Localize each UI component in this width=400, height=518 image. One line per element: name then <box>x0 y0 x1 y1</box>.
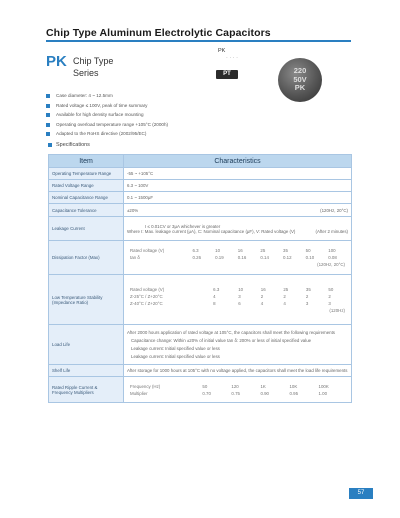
subtable-cell: 0.95 <box>289 390 299 396</box>
capacitor-marking-line3: PK <box>294 83 306 92</box>
bullet-square-icon <box>48 143 52 147</box>
subtable-cell: 35 <box>305 286 311 292</box>
bullet-square-icon <box>46 123 50 127</box>
row-label: Rated Voltage Range <box>49 180 124 192</box>
row-value <box>124 241 352 275</box>
row-value <box>124 217 352 241</box>
series-name <box>73 55 113 79</box>
table-row <box>49 180 352 192</box>
subtable-cell: 6.3 <box>213 286 220 292</box>
ripple-subtable <box>127 383 348 397</box>
series-label-small <box>218 48 238 62</box>
table-header-row <box>49 155 352 168</box>
dissipation-subtable <box>127 247 348 268</box>
bullet-square-icon <box>46 132 50 136</box>
subtable-cell: 35 <box>283 248 288 253</box>
table-row <box>49 204 352 217</box>
load-life-line: Capacitance change: Within ±20% of initial value tan δ: 200% or less of initial specified value <box>131 337 312 343</box>
tolerance-note: (120Hz, 20°C) <box>320 207 348 213</box>
feature-text: Case diameter: 4 ~ 12.5mm <box>56 93 113 98</box>
specifications-table <box>48 154 352 403</box>
capacitor-marking-line2: 50V <box>293 74 307 84</box>
bullet-square-icon <box>46 113 50 117</box>
subtable-row <box>127 390 348 397</box>
feature-text: Rated voltage ≤ 100V, peak of time summary <box>56 102 148 108</box>
table-row <box>49 365 352 377</box>
row-label: Nominal Capacitance Range <box>49 192 124 204</box>
subtable-cell: 16 <box>237 248 243 253</box>
subtable-cell: 4 <box>260 300 264 306</box>
subtable-row <box>127 383 348 390</box>
table-row <box>49 325 352 365</box>
series-code: PK <box>46 53 67 70</box>
series-name-line1: Chip Type <box>73 56 114 66</box>
low-temp-subtable <box>127 286 348 314</box>
subtable-cell: 120 <box>231 383 239 389</box>
capacitor-marking <box>278 67 322 93</box>
subtable-cell: 50 <box>305 248 311 253</box>
page-title: Chip Type Aluminum Electrolytic Capacitors <box>46 27 271 39</box>
table-row <box>49 217 352 241</box>
subtable-cell: Z-25°C / Z+20°C <box>130 293 163 299</box>
tolerance-value: ±20% <box>127 207 139 213</box>
subtable-cell: 0.75 <box>231 390 240 396</box>
subtable-row <box>127 261 348 268</box>
subtable-cell: 0.10 <box>305 255 315 260</box>
row-value <box>124 275 352 325</box>
row-label: Load Life <box>49 325 124 365</box>
row-label-line2: (Impedance Ratio) <box>52 299 89 305</box>
subtable-cell: 0.14 <box>260 255 269 260</box>
leakage-definition-text: Where I: Max. leakage current (μA), C: Nominal capacitance (μF), V: Rated voltage (V) <box>127 228 296 234</box>
load-life-line: Leakage current: Initial specified value or less <box>131 345 220 351</box>
row-label: Capacitance Tolerance <box>49 204 124 217</box>
specifications-heading-text: Specifications <box>56 142 90 148</box>
feature-item <box>46 91 168 101</box>
row-label: Operating Temperature Range <box>49 168 124 180</box>
subtable-cell: 3 <box>238 293 241 299</box>
subtable-cell: 0.19 <box>215 255 224 260</box>
subtable-cell: 6.3 <box>192 248 199 253</box>
subtable-cell: 2 <box>283 293 286 299</box>
table-row <box>49 377 352 403</box>
leakage-definition <box>127 229 348 234</box>
specifications-heading <box>48 142 90 148</box>
subtable-cell: 1.00 <box>318 390 328 396</box>
subtable-cell: Rated voltage (V) <box>130 248 165 253</box>
header-item: Item <box>49 155 124 168</box>
subtable-cell: 4 <box>213 293 216 299</box>
subtable-cell: tan δ <box>130 255 140 260</box>
bullet-square-icon <box>46 94 50 98</box>
feature-text: Adapted to the RoHS directive (2002/95/EC) <box>56 131 147 137</box>
table-row <box>49 192 352 204</box>
feature-text: Available for high density surface mounting <box>56 112 144 118</box>
subtable-cell: 10 <box>215 248 221 253</box>
low-temp-note: (120Hz) <box>329 307 345 313</box>
row-value: 6.3 ~ 100V <box>124 180 352 192</box>
subtable-cell: 6 <box>238 300 241 306</box>
row-label: Dissipation Factor (Max) <box>49 241 124 275</box>
bullet-square-icon <box>46 104 50 108</box>
series-name-line2: Series <box>73 68 99 78</box>
row-value <box>124 325 352 365</box>
leakage-note: (After 2 minutes) <box>315 228 348 234</box>
feature-list <box>46 91 168 139</box>
header-characteristics: Characteristics <box>124 155 352 168</box>
subtable-row <box>127 300 348 307</box>
series-label-text: PK <box>218 48 226 54</box>
subtable-cell: 2 <box>305 293 309 299</box>
table-row <box>49 168 352 180</box>
subtable-cell: Frequency (Hz) <box>130 383 161 389</box>
leakage-formula: I ≤ 0.01CV or 3μA whichever is greater <box>145 223 221 229</box>
subtable-cell: 0.70 <box>202 390 211 396</box>
subtable-cell: 4 <box>283 300 286 306</box>
subtable-cell: 0.16 <box>237 255 247 260</box>
subtable-cell: 100 <box>328 248 336 253</box>
subtable-cell: 0.12 <box>283 255 292 260</box>
subtable-cell: Multiplier <box>130 390 148 396</box>
row-label: Leakage Current <box>49 217 124 241</box>
row-label: Shelf Life <box>49 365 124 377</box>
capacitor-image <box>278 58 322 102</box>
row-label <box>49 275 124 325</box>
subtable-cell: 50 <box>328 286 334 292</box>
title-divider <box>46 40 351 42</box>
subtable-cell: 10 <box>238 286 244 292</box>
row-value <box>124 377 352 403</box>
subtable-cell: 100K <box>318 383 329 389</box>
pt-badge: PT <box>216 70 238 79</box>
page-number: 57 <box>349 488 373 499</box>
feature-item <box>46 101 168 111</box>
subtable-cell: 25 <box>260 248 266 253</box>
row-label-line1: Low Temperature Stability <box>52 294 103 300</box>
subtable-row <box>127 254 348 261</box>
subtable-row <box>127 247 348 254</box>
subtable-cell: 16 <box>260 286 266 292</box>
series-label-sub: · · · · <box>226 55 238 61</box>
subtable-cell: 50 <box>202 383 208 389</box>
subtable-cell: 25 <box>283 286 289 292</box>
load-life-line: After 2000 hours application of rated voltage at 105°C, the capacitors shall meet the following requirements <box>127 329 335 335</box>
feature-text: Operating overload temperature range +105°C (2000h) <box>56 121 169 127</box>
subtable-row <box>127 307 348 314</box>
feature-item <box>46 110 168 120</box>
dissipation-note: (120Hz, 20°C) <box>317 262 345 267</box>
row-value <box>124 204 352 217</box>
subtable-cell: 2 <box>328 293 331 299</box>
subtable-cell: 3 <box>328 300 331 306</box>
subtable-cell: Z-40°C / Z+20°C <box>130 300 163 306</box>
subtable-cell: 2 <box>260 293 264 299</box>
subtable-row <box>127 293 348 300</box>
feature-item <box>46 129 168 139</box>
row-value: After storage for 1000 hours at 105°C with no voltage applied, the capacitors shall meet the load life requirements <box>124 365 352 377</box>
load-life-line: Leakage current: Initial specified value or less <box>131 353 220 359</box>
capacitor-marking-line1: 220 <box>293 66 307 75</box>
subtable-cell: 8 <box>213 300 216 306</box>
subtable-cell: 0.90 <box>260 390 269 396</box>
subtable-cell: 0.08 <box>328 255 337 260</box>
subtable-cell: 1K <box>260 383 266 389</box>
row-value: 0.1 ~ 1500μF <box>124 192 352 204</box>
table-row <box>49 241 352 275</box>
feature-item <box>46 120 168 130</box>
row-value: -55 ~ +105°C <box>124 168 352 180</box>
subtable-row <box>127 286 348 293</box>
subtable-cell: 3 <box>305 300 309 306</box>
row-label-line1: Rated Ripple Current & <box>52 384 98 390</box>
subtable-cell: Rated voltage (V) <box>130 286 165 292</box>
subtable-cell: 10K <box>289 383 298 389</box>
row-label-line2: Frequency Multipliers <box>52 389 94 395</box>
row-label <box>49 377 124 403</box>
subtable-cell: 0.26 <box>192 255 202 260</box>
table-row <box>49 275 352 325</box>
